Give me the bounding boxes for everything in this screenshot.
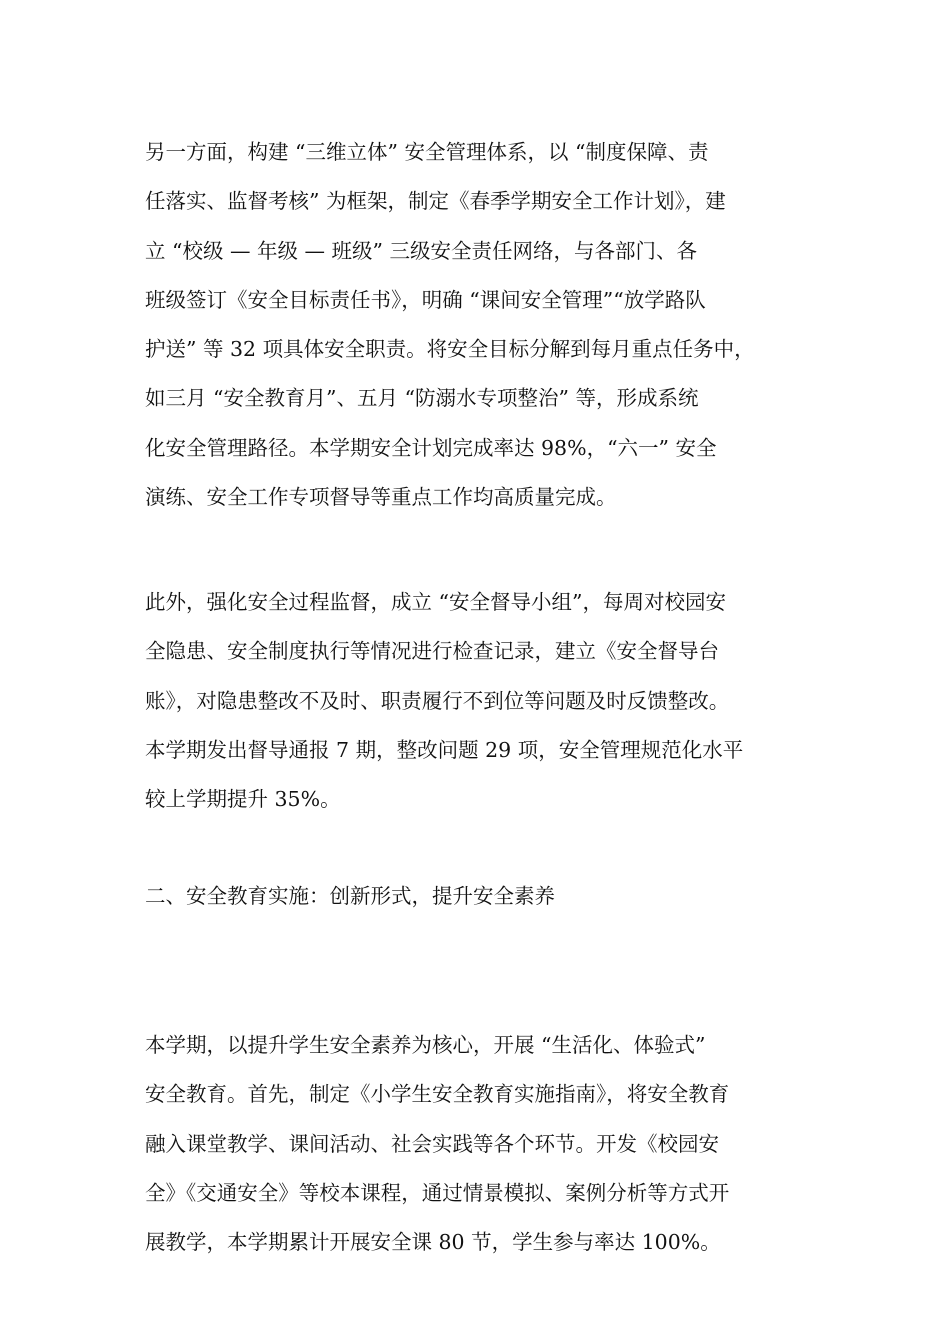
- paragraph-line: 演练、安全工作专项督导等重点工作均高质量完成。: [145, 485, 617, 510]
- section-heading-text: 二、安全教育实施：创新形式，提升安全素养: [145, 884, 555, 908]
- paragraph-line: 化安全管理路径。本学期安全计划完成率达 98%，“六一” 安全: [145, 435, 717, 460]
- paragraph-line: 展教学，本学期累计开展安全课 80 节，学生参与率达 100%。: [145, 1230, 721, 1255]
- paragraph-line: 本学期发出督导通报 7 期，整改问题 29 项，安全管理规范化水平: [145, 737, 744, 762]
- paragraph-line: 立 “校级 — 年级 — 班级” 三级安全责任网络，与各部门、各: [145, 238, 698, 263]
- paragraph-line: 班级签订《安全目标责任书》，明确 “课间安全管理”“放学路队: [145, 287, 706, 312]
- paragraph-line: 护送” 等 32 项具体安全职责。将安全目标分解到每月重点任务中，: [145, 337, 755, 362]
- paragraph-line: 全隐患、安全制度执行等情况进行检查记录，建立《安全督导台: [145, 639, 719, 664]
- paragraph-line: 任落实、监督考核” 为框架，制定《春季学期安全工作计划》，建: [145, 189, 726, 214]
- paragraph-line: 较上学期提升 35%。: [145, 787, 341, 812]
- paragraph-line: 本学期，以提升学生安全素养为核心，开展 “生活化、体验式”: [145, 1033, 706, 1057]
- paragraph-line: 融入课堂教学、课间活动、社会实践等各个环节。开发《校园安: [145, 1131, 719, 1156]
- paragraph-line: 安全教育。首先，制定《小学生安全教育实施指南》，将安全教育: [145, 1082, 730, 1107]
- section-heading: [145, 872, 810, 921]
- paragraph-line: 全》《交通安全》等校本课程，通过情景模拟、案例分析等方式开: [145, 1180, 730, 1205]
- paragraph-safety-education: [145, 1021, 810, 1267]
- paragraph-line: 账》，对隐患整改不及时、职责履行不到位等问题及时反馈整改。: [145, 688, 730, 713]
- paragraph-line: 此外，强化安全过程监督，成立 “安全督导小组”，每周对校园安: [145, 590, 726, 614]
- paragraph-management-system: [145, 128, 810, 522]
- paragraph-line: 另一方面，构建 “三维立体” 安全管理体系，以 “制度保障、责: [145, 140, 709, 164]
- paragraph-supervision: [145, 578, 810, 824]
- paragraph-line: 如三月 “安全教育月”、五月 “防溺水专项整治” 等，形成系统: [145, 386, 699, 411]
